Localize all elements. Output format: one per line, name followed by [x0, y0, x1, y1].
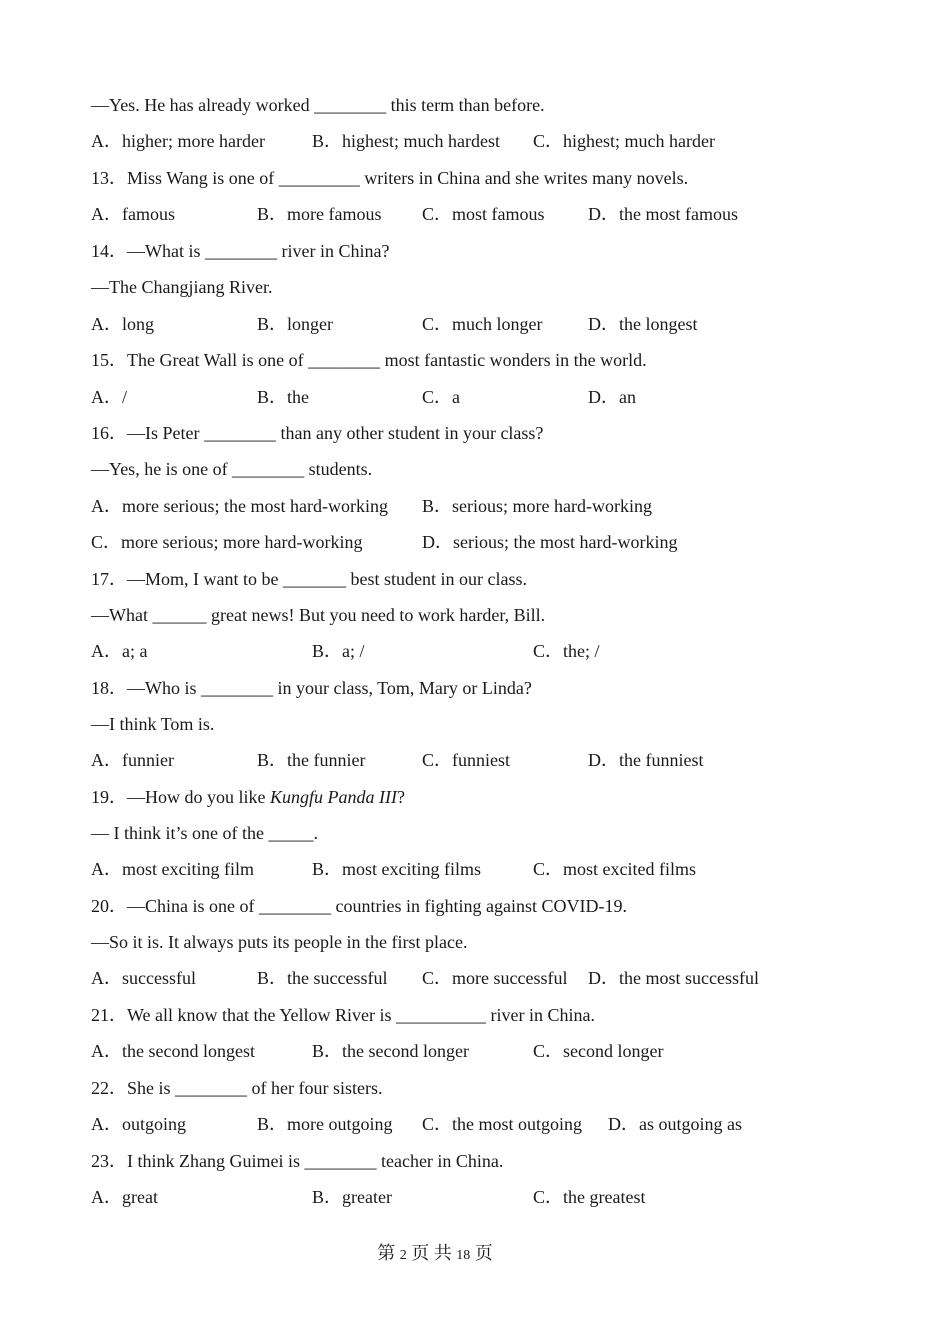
option-text: long — [122, 314, 155, 334]
answer-option — [312, 1184, 392, 1210]
option-label: B． — [312, 641, 343, 661]
option-label: B． — [422, 496, 453, 516]
option-text: the most famous — [619, 204, 738, 224]
question-line: 13．Miss Wang is one of _________ writers in China and she writes many novels. — [91, 168, 689, 188]
option-label: C． — [533, 859, 564, 879]
question-line: 21．We all know that the Yellow River is __________ river in China. — [91, 1005, 595, 1025]
answer-option — [588, 747, 703, 773]
option-label: D． — [588, 387, 619, 407]
answer-option — [422, 201, 545, 227]
answer-option — [312, 128, 500, 154]
answer-option — [257, 965, 387, 991]
answer-option — [588, 965, 759, 991]
answer-option — [91, 201, 175, 227]
option-text: a; / — [342, 641, 365, 661]
footer-middle: 页 共 — [406, 1243, 457, 1263]
answer-option — [91, 311, 154, 337]
option-text: most exciting film — [122, 859, 254, 879]
answer-options-row — [91, 529, 871, 555]
option-label: A． — [91, 496, 122, 516]
question-line: 17．—Mom, I want to be _______ best student in our class. — [91, 569, 527, 589]
option-label: C． — [422, 387, 453, 407]
option-label: D． — [608, 1114, 639, 1134]
option-text: the most outgoing — [452, 1114, 583, 1134]
question-line: 14．—What is ________ river in China? — [91, 241, 390, 261]
option-text: the funniest — [619, 750, 704, 770]
option-text: successful — [122, 968, 196, 988]
option-text: the successful — [287, 968, 388, 988]
option-text: most excited films — [563, 859, 696, 879]
answer-option — [91, 965, 196, 991]
option-text: a — [452, 387, 461, 407]
option-label: C． — [533, 641, 564, 661]
option-label: B． — [257, 204, 288, 224]
question-line: 18．—Who is ________ in your class, Tom, Mary or Linda? — [91, 678, 532, 698]
italic-title-text: Kungfu Panda III — [270, 787, 397, 807]
option-label: D． — [422, 532, 453, 552]
option-label: C． — [422, 1114, 453, 1134]
option-label: B． — [312, 1041, 343, 1061]
option-text: highest; much harder — [563, 131, 715, 151]
option-label: B． — [312, 1187, 343, 1207]
footer-prefix: 第 — [377, 1243, 400, 1263]
option-label: C． — [422, 204, 453, 224]
answer-option — [257, 1111, 393, 1137]
option-text: the second longest — [122, 1041, 255, 1061]
answer-option — [533, 638, 600, 664]
answer-options-row — [91, 493, 871, 519]
answer-option — [91, 529, 362, 555]
answer-option — [533, 1038, 663, 1064]
answer-option — [91, 1038, 255, 1064]
option-text: longer — [287, 314, 333, 334]
option-label: B． — [257, 968, 288, 988]
option-label: D． — [588, 750, 619, 770]
option-label: C． — [422, 314, 453, 334]
answer-option — [312, 638, 365, 664]
dialogue-line: —Yes. He has already worked ________ this term than before. — [91, 95, 545, 115]
option-label: B． — [257, 387, 288, 407]
option-label: B． — [312, 859, 343, 879]
answer-option — [608, 1111, 742, 1137]
answer-option — [533, 1184, 645, 1210]
answer-options-row — [91, 311, 871, 337]
option-text: higher; more harder — [122, 131, 265, 151]
option-label: C． — [422, 750, 453, 770]
option-text: more serious; more hard-working — [121, 532, 363, 552]
dialogue-line: —So it is. It always puts its people in the first place. — [91, 932, 468, 952]
answer-option — [422, 493, 652, 519]
question-line: 15．The Great Wall is one of ________ most fantastic wonders in the world. — [91, 350, 647, 370]
option-label: D． — [588, 314, 619, 334]
option-text: more successful — [452, 968, 568, 988]
option-text: / — [122, 387, 128, 407]
answer-option — [91, 747, 174, 773]
option-label: C． — [91, 532, 122, 552]
option-label: B． — [312, 131, 343, 151]
option-text: a; a — [122, 641, 148, 661]
option-text: the funnier — [287, 750, 366, 770]
option-label: B． — [257, 1114, 288, 1134]
option-text: funniest — [452, 750, 511, 770]
option-text: much longer — [452, 314, 543, 334]
answer-option — [533, 128, 715, 154]
dialogue-line: —I think Tom is. — [91, 714, 215, 734]
option-text: as outgoing as — [639, 1114, 742, 1134]
option-text: an — [619, 387, 636, 407]
option-label: A． — [91, 859, 122, 879]
option-text: most famous — [452, 204, 545, 224]
answer-option — [257, 311, 333, 337]
option-label: A． — [91, 750, 122, 770]
answer-options-row — [91, 747, 871, 773]
option-text: funnier — [122, 750, 174, 770]
option-text: outgoing — [122, 1114, 187, 1134]
answer-option — [91, 1184, 158, 1210]
answer-options-row — [91, 384, 871, 410]
answer-options-row — [91, 1111, 871, 1137]
option-text: the most successful — [619, 968, 759, 988]
answer-option — [257, 747, 365, 773]
option-text: great — [122, 1187, 158, 1207]
option-label: A． — [91, 314, 122, 334]
answer-options-row — [91, 856, 871, 882]
option-label: A． — [91, 131, 122, 151]
answer-option — [91, 638, 147, 664]
answer-option — [422, 311, 543, 337]
answer-option — [422, 384, 460, 410]
option-label: D． — [588, 204, 619, 224]
option-text: greater — [342, 1187, 392, 1207]
option-text: most exciting films — [342, 859, 482, 879]
option-text: the second longer — [342, 1041, 469, 1061]
answer-options-row — [91, 965, 871, 991]
dialogue-line: —Yes, he is one of ________ students. — [91, 459, 373, 479]
footer-suffix: 页 — [470, 1243, 493, 1263]
current-page-number: 2 — [399, 1248, 407, 1263]
text-segment: 19．—How do you like — [91, 787, 270, 807]
option-text: the; / — [563, 641, 600, 661]
answer-option — [257, 384, 309, 410]
option-label: C． — [533, 1041, 564, 1061]
question-line: 20．—China is one of ________ countries in fighting against COVID-19. — [91, 896, 627, 916]
option-text: the — [287, 387, 310, 407]
option-label: C． — [533, 1187, 564, 1207]
answer-options-row — [91, 128, 871, 154]
question-line: 16．—Is Peter ________ than any other student in your class? — [91, 423, 544, 443]
option-label: B． — [257, 750, 288, 770]
question-line: 22．She is ________ of her four sisters. — [91, 1078, 383, 1098]
option-text: more famous — [287, 204, 382, 224]
answer-option — [91, 128, 265, 154]
dialogue-line: — I think it’s one of the _____. — [91, 823, 318, 843]
answer-option — [422, 529, 677, 555]
option-label: B． — [257, 314, 288, 334]
option-text: more outgoing — [287, 1114, 393, 1134]
answer-option — [422, 965, 567, 991]
option-text: highest; much hardest — [342, 131, 500, 151]
option-text: serious; the most hard-working — [453, 532, 678, 552]
answer-option — [91, 384, 127, 410]
option-label: A． — [91, 1041, 122, 1061]
option-label: C． — [533, 131, 564, 151]
dialogue-line: —The Changjiang River. — [91, 277, 273, 297]
answer-option — [588, 311, 698, 337]
question-line — [91, 784, 871, 810]
option-text: more serious; the most hard-working — [122, 496, 388, 516]
option-label: A． — [91, 204, 122, 224]
page-footer — [0, 1240, 870, 1269]
option-label: D． — [588, 968, 619, 988]
answer-option — [312, 856, 481, 882]
answer-option — [91, 493, 388, 519]
answer-option — [91, 1111, 186, 1137]
option-label: A． — [91, 968, 122, 988]
answer-option — [422, 747, 510, 773]
option-label: C． — [422, 968, 453, 988]
answer-option — [588, 201, 738, 227]
option-label: A． — [91, 641, 122, 661]
option-text: famous — [122, 204, 175, 224]
answer-option — [588, 384, 636, 410]
option-text: second longer — [563, 1041, 664, 1061]
answer-options-row — [91, 1184, 871, 1210]
answer-option — [533, 856, 696, 882]
option-text: serious; more hard-working — [452, 496, 652, 516]
text-segment: ? — [396, 787, 405, 807]
answer-option — [312, 1038, 469, 1064]
answer-options-row — [91, 201, 871, 227]
question-line: 23．I think Zhang Guimei is ________ teacher in China. — [91, 1151, 504, 1171]
answer-option — [422, 1111, 582, 1137]
answer-options-row — [91, 1038, 871, 1064]
dialogue-line: —What ______ great news! But you need to work harder, Bill. — [91, 605, 546, 625]
option-label: A． — [91, 1187, 122, 1207]
option-label: A． — [91, 1114, 122, 1134]
option-text: the longest — [619, 314, 698, 334]
option-label: A． — [91, 387, 122, 407]
total-page-count: 18 — [456, 1248, 471, 1263]
answer-option — [257, 201, 382, 227]
answer-option — [91, 856, 254, 882]
option-text: the greatest — [563, 1187, 646, 1207]
answer-options-row — [91, 638, 871, 664]
